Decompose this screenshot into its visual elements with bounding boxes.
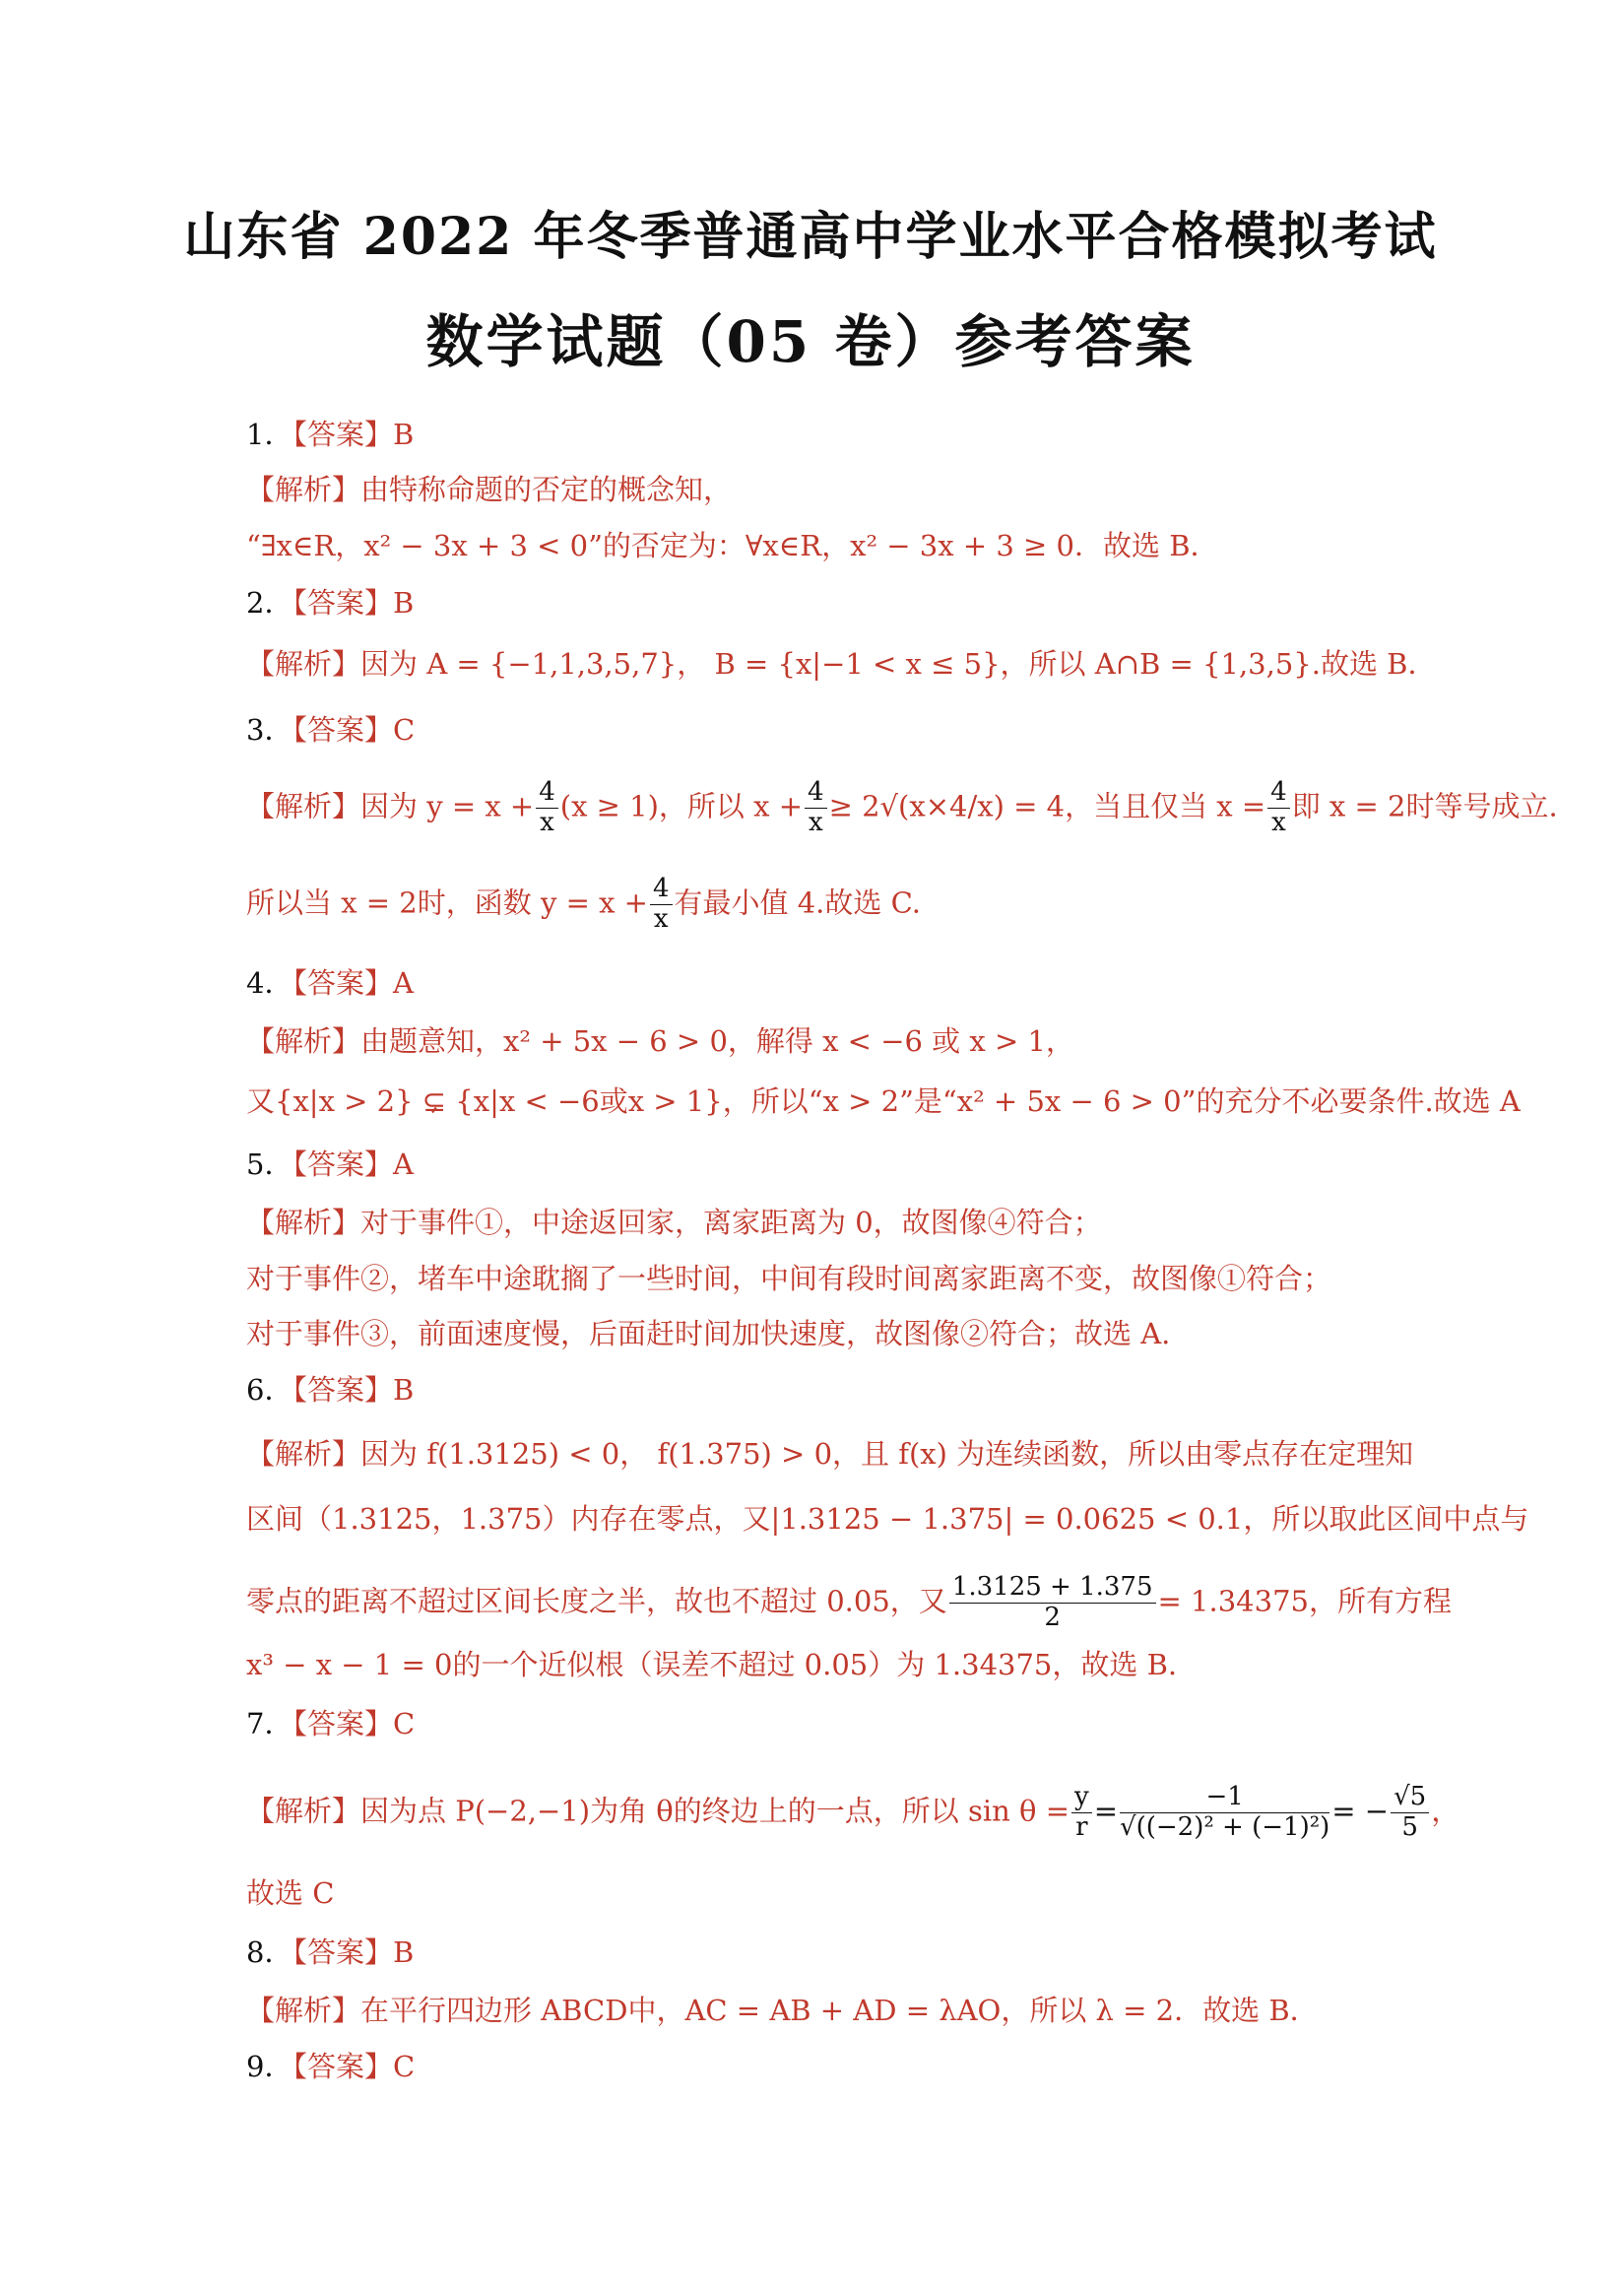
answer-2: 2．【答案】B — [246, 586, 415, 620]
page-subtitle: 数学试题（05 卷）参考答案 — [425, 308, 1196, 375]
analysis-5b: 对于事件②，堵车中途耽搁了一些时间，中间有段时间离家距离不变，故图像①符合； — [246, 1262, 1332, 1295]
analysis-4b: 又{x|x > 2} ⊊ {x|x < −6或x > 1}，所以“x > 2”是“x² + 5x − 6 > 0”的充分不必要条件.故选 A — [246, 1084, 1521, 1118]
analysis-4a: 【解析】由题意知，x² + 5x − 6 > 0，解得 x < −6 或 x > 1， — [246, 1024, 1074, 1058]
fraction: $\frac{4}{x}$ — [536, 778, 558, 838]
analysis-6b: 区间（1.3125，1.375）内存在零点，又|1.3125 − 1.375| = 0.0625 < 0.1，所以取此区间中点与 — [246, 1502, 1529, 1536]
analysis-2: 【解析】因为 A = {−1,1,3,5,7}， B = {x|−1 < x ≤ 5}，所以 A∩B = {1,3,5}.故选 B． — [246, 647, 1437, 681]
answer-5: 5．【答案】A — [246, 1148, 414, 1181]
fraction: $\frac{1.3125 + 1.375}{2}$ — [949, 1573, 1156, 1633]
fraction: $\frac{4}{x}$ — [650, 875, 673, 935]
answer-1: 1．【答案】B — [246, 418, 415, 451]
fraction: $\frac{4}{x}$ — [805, 778, 827, 838]
fraction: $\frac{y}{r}$ — [1071, 1783, 1092, 1843]
analysis-3b: 所以当 x = 2时，函数 y = x + $\frac{4}{x}$ 有最小值 4.故选 C. — [246, 874, 921, 934]
answer-6: 6．【答案】B — [246, 1373, 415, 1407]
answer-7: 7．【答案】C — [246, 1707, 416, 1740]
analysis-7a: 【解析】因为点 P(−2,−1)为角 θ的终边上的一点，所以 sin θ = $\frac{y}{r}$ = $\frac{-1}{\text{√((−2)² + (−1)²)}}$ = − $\frac{√5}{5}$ ， — [246, 1782, 1460, 1842]
analysis-7b: 故选 C — [246, 1876, 335, 1910]
analysis-5a: 【解析】对于事件①，中途返回家，离家距离为 0，故图像④符合； — [246, 1206, 1102, 1239]
analysis-1a: 【解析】由特称命题的否定的概念知， — [246, 473, 733, 506]
analysis-6c: 零点的距离不超过区间长度之半，故也不超过 0.05，又 $\frac{1.3125 + 1.375}{2}$ = 1.34375，所有方程 — [246, 1572, 1452, 1632]
analysis-5c: 对于事件③，前面速度慢，后面赶时间加快速度，故图像②符合；故选 A. — [246, 1317, 1171, 1350]
answer-4: 4．【答案】A — [246, 966, 414, 1000]
page-title: 山东省 2022 年冬季普通高中学业水平合格模拟考试 — [183, 207, 1438, 267]
analysis-8: 【解析】在平行四边形 ABCD中，AC = AB + AD = λAO，所以 λ = 2．故选 B． — [246, 1994, 1319, 2027]
analysis-6d: x³ − x − 1 = 0的一个近似根（误差不超过 0.05）为 1.34375，故选 B. — [246, 1648, 1178, 1681]
fraction: $\frac{√5}{5}$ — [1391, 1783, 1429, 1843]
answer-8: 8．【答案】B — [246, 1935, 415, 1969]
fraction: $\frac{4}{x}$ — [1267, 778, 1290, 838]
analysis-3a: 【解析】因为 y = x + $\frac{4}{x}$ (x ≥ 1)，所以 x + $\frac{4}{x}$ ≥ 2√(x×4/x) = 4，当且仅当 x = $\frac{4}{x}$ 即 x = 2时等号成立. — [246, 777, 1558, 837]
answer-3: 3．【答案】C — [246, 713, 416, 747]
analysis-6a: 【解析】因为 f(1.3125) < 0， f(1.375) > 0，且 f(x) 为连续函数，所以由零点存在定理知 — [246, 1437, 1414, 1471]
analysis-1b: “∃x∈R，x² − 3x + 3 < 0”的否定为：∀x∈R，x² − 3x + 3 ≥ 0．故选 B． — [246, 529, 1219, 562]
fraction: $\frac{-1}{\text{√((−2)² + (−1)²)}}$ — [1120, 1782, 1330, 1842]
answer-9: 9．【答案】C — [246, 2050, 416, 2083]
